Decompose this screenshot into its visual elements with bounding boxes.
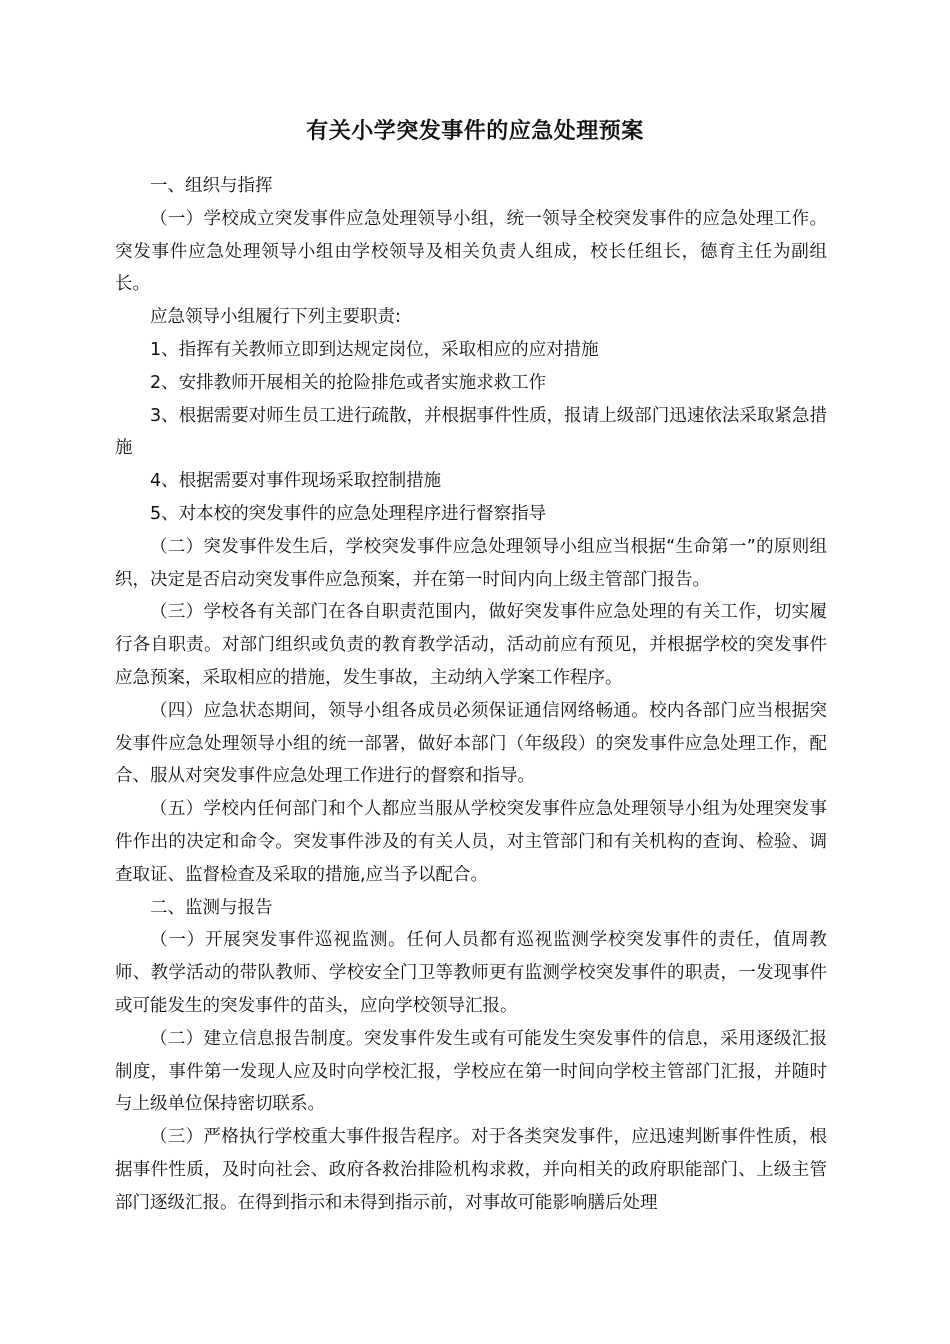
paragraph: （四）应急状态期间，领导小组各成员必须保证通信网络畅通。校内各部门应当根据突发事件应急处理领导小组的统一部署，做好本部门（年级段）的突发事件应急处理工作，配合、服从对突发事件应急处理工作进行的督察和指导。 [115,700,827,787]
paragraph: （三）学校各有关部门在各自职责范围内，做好突发事件应急处理的有关工作，切实履行各自职责。对部门组织或负责的教育教学活动，活动前应有预见，并根据学校的突发事件应急预案，采取相应的措施，发生事故，主动纳入学案工作程序。 [115,602,827,688]
list-item: 1、指挥有关教师立即到达规定岗位，采取相应的应对措施 [150,339,599,360]
list-item: 3、根据需要对师生员工进行疏散，并根据事件性质，报请上级部门迅速依法采取紧急措施 [115,405,827,459]
paragraph: （二）突发事件发生后，学校突发事件应急处理领导小组应当根据“生命第一”的原则组织，决定是否启动突发事件应急预案，并在第一时间内向上级主管部门报告。 [115,536,827,590]
paragraph: （二）建立信息报告制度。突发事件发生或有可能发生突发事件的信息，采用逐级汇报制度，事件第一发现人应及时向学校汇报，学校应在第一时间向学校主管部门汇报，并随时与上级单位保持密切联系。 [115,1028,827,1115]
document-body [115,170,827,1220]
paragraph: （一）学校成立突发事件应急处理领导小组，统一领导全校突发事件的应急处理工作。突发事件应急处理领导小组由学校领导及相关负责人组成，校长任组长，德育主任为副组长。 [115,208,827,295]
section-heading: 二、监测与报告 [150,897,273,918]
document-title: 有关小学突发事件的应急处理预案 [306,119,644,144]
list-item: 4、根据需要对事件现场采取控制措施 [150,471,442,492]
paragraph: （五）学校内任何部门和个人都应当服从学校突发事件应急处理领导小组为处理突发事件作出的决定和命令。突发事件涉及的有关人员，对主管部门和有关机构的查询、检验、调查取证、监督检查及采取的措施,应当予以配合。 [115,799,827,885]
paragraph: （三）严格执行学校重大事件报告程序。对于各类突发事件，应迅速判断事件性质，根据事件性质，及时向社会、政府各救治排险机构求救，并向相关的政府职能部门、上级主管部门逐级汇报。在得到指示和未得到指示前，对事故可能影响膳后处理 [115,1127,827,1213]
paragraph: （一）开展突发事件巡视监测。任何人员都有巡视监测学校突发事件的责任，值周教师、教学活动的带队教师、学校安全门卫等教师更有监测学校突发事件的职责，一发现事件或可能发生的突发事件的苗头，应向学校领导汇报。 [115,930,827,1016]
list-item: 2、安排教师开展相关的抢险排危或者实施求救工作 [150,372,547,393]
list-item: 5、对本校的突发事件的应急处理程序进行督察指导 [150,503,547,524]
paragraph: 应急领导小组履行下列主要职责: [150,307,401,328]
section-heading: 一、组织与指挥 [150,176,273,196]
